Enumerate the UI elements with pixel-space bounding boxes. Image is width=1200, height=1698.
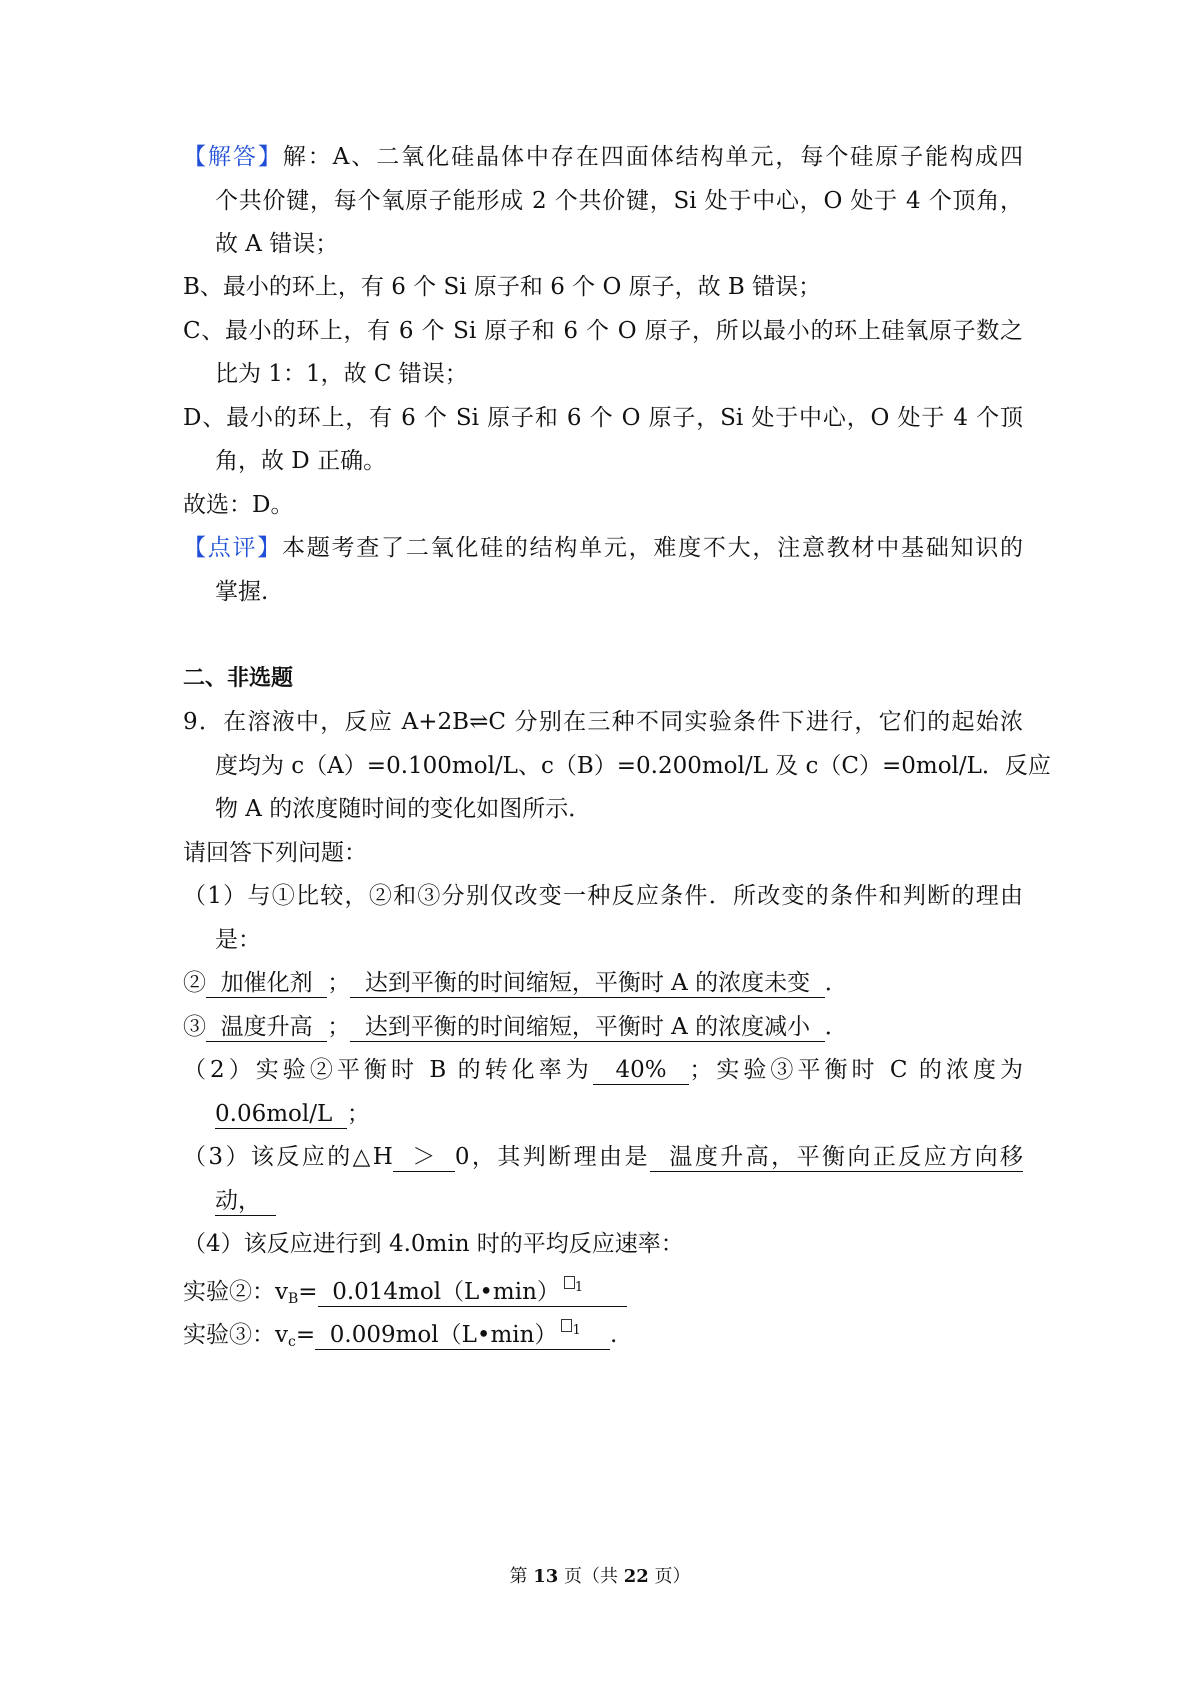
missing-glyph-icon — [561, 1319, 572, 1332]
page-footer: 第 13 页（共 22 页） — [509, 1566, 691, 1587]
section-title: 二、非选题 — [183, 666, 294, 691]
option-c-line-2: 比为 1：1，故 C 错误； — [215, 361, 468, 387]
answer-2-line: ② 加催化剂 ； 达到平衡的时间缩短，平衡时 A 的浓度未变 ． — [183, 970, 848, 996]
answer-3-reason: 达到平衡的时间缩短，平衡时 A 的浓度减小 — [350, 1014, 825, 1040]
experiment-3-rate: 实验③：$v_c=$ 0.009mol（L•min） $^1$ . — [183, 1316, 617, 1357]
solution-line-1: 【解答】解：A、二氧化硅晶体中存在四面体结构单元，每个硅原子能构成四 — [183, 144, 1023, 170]
missing-glyph-icon — [564, 1276, 575, 1289]
question-prompt: 请回答下列问题： — [183, 840, 367, 866]
question-9-line-1: 9．在溶液中，反应 A+2B⇌C 分别在三种不同实验条件下进行，它们的起始浓 — [183, 709, 1023, 735]
solution-line-3: 故 A 错误； — [215, 231, 339, 257]
page-number: 13 — [533, 1566, 559, 1587]
comment-tag: 【点评】 — [183, 535, 283, 561]
answer-2-reason: 达到平衡的时间缩短，平衡时 A 的浓度未变 — [350, 970, 825, 996]
question-9-line-3: 物 A 的浓度随时间的变化如图所示． — [215, 796, 592, 822]
answer-3-condition: 温度升高 — [206, 1014, 328, 1040]
option-d-line-1: D、最小的环上，有 6 个 Si 原子和 6 个 O 原子，Si 处于中心，O 处于 4 个顶 — [183, 405, 1023, 431]
solution-line-2: 个共价键，每个氧原子能形成 2 个共价键，Si 处于中心，O 处于 4 个顶角， — [215, 188, 1023, 214]
experiment-2-rate: 实验②：$v_B=$ 0.014mol（L•min） $^1$ — [183, 1273, 627, 1314]
option-c-line-1: C、最小的环上，有 6 个 Si 原子和 6 个 O 原子，所以最小的环上硅氧原子数之 — [183, 318, 1023, 344]
answer-2-condition: 加催化剂 — [206, 970, 328, 996]
part-4-line: （4）该反应进行到 4.0min 时的平均反应速率： — [183, 1231, 684, 1257]
part-2-line-2: 0.06mol/L ； — [215, 1101, 370, 1127]
answer-choice: 故选：D。 — [183, 492, 294, 518]
answer-conversion-rate: 40% — [592, 1057, 690, 1083]
solution-tag: 【解答】 — [183, 144, 283, 170]
answer-reason-cont: 动， — [215, 1188, 276, 1214]
page-total: 22 — [623, 1566, 649, 1587]
part-1-line-1: （1）与①比较，②和③分别仅改变一种反应条件．所改变的条件和判断的理由 — [183, 883, 1023, 909]
part-1-line-2: 是： — [215, 927, 261, 953]
answer-reason: 温度升高，平衡向正反应方向移 — [649, 1144, 1024, 1170]
answer-rate-c: 0.009mol（L•min） $^1$ — [315, 1322, 610, 1350]
comment-line-1: 【点评】本题考查了二氧化硅的结构单元，难度不大，注意教材中基础知识的 — [183, 535, 1024, 561]
part-3-line-1: （3）该反应的△H ＞ 0，其判断理由是 温度升高，平衡向正反应方向移 — [183, 1144, 1024, 1170]
question-9-line-2: 度均为 c（A）=0.100mol/L、c（B）=0.200mol/L 及 c（C）=0mol/L．反应 — [215, 753, 1051, 779]
option-d-line-2: 角，故 D 正确。 — [215, 448, 387, 474]
answer-rate-b: 0.014mol（L•min） $^1$ — [318, 1279, 627, 1307]
answer-delta-h: ＞ — [392, 1144, 455, 1170]
part-3-line-2 — [215, 1186, 276, 1216]
answer-3-line: ③ 温度升高 ； 达到平衡的时间缩短，平衡时 A 的浓度减小 ． — [183, 1014, 848, 1040]
option-b-line: B、最小的环上，有 6 个 Si 原子和 6 个 O 原子，故 B 错误； — [183, 274, 822, 300]
part-2-line-1: （2）实验②平衡时 B 的转化率为 40% ；实验③平衡时 C 的浓度为 — [183, 1057, 1023, 1083]
answer-c-concentration: 0.06mol/L — [215, 1101, 347, 1127]
comment-line-2: 掌握. — [215, 579, 269, 605]
